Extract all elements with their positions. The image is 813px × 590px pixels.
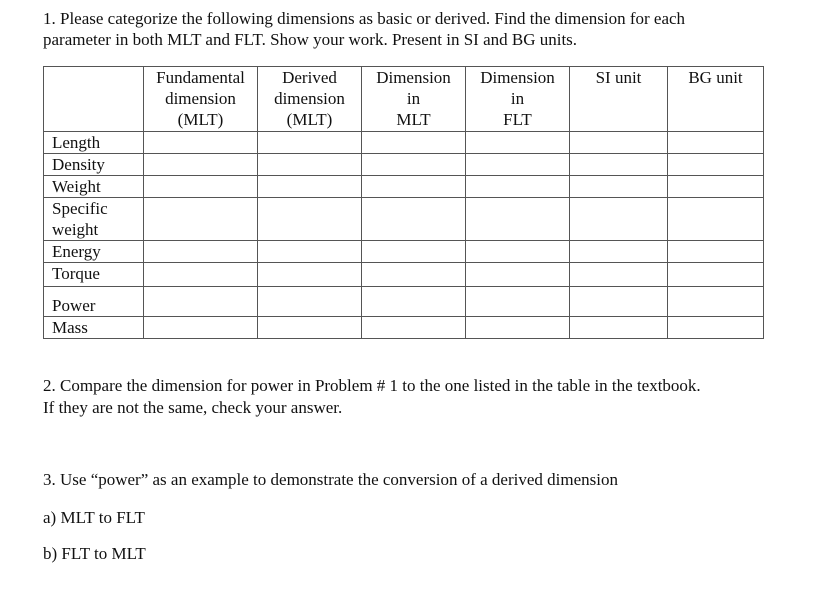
table-cell — [668, 263, 764, 287]
table-cell — [362, 154, 466, 176]
table-cell — [668, 176, 764, 198]
table-header-row — [44, 67, 764, 132]
header-si-unit: SI unit — [570, 67, 668, 132]
table-cell — [466, 198, 570, 241]
table-cell — [258, 132, 362, 154]
table-row — [44, 287, 764, 317]
table-cell — [362, 263, 466, 287]
row-label-mass: Mass — [44, 317, 144, 339]
table-cell — [668, 132, 764, 154]
table-cell — [570, 176, 668, 198]
table-cell — [570, 154, 668, 176]
row-label-energy: Energy — [44, 241, 144, 263]
header-derived-dimension: Derived dimension (MLT) — [258, 67, 362, 132]
table-row — [44, 263, 764, 287]
header-dimension-flt: Dimension in FLT — [466, 67, 570, 132]
table-cell — [362, 132, 466, 154]
question-2-line-2: If they are not the same, check your answer. — [43, 398, 343, 417]
dimensions-table — [43, 66, 764, 339]
table-cell — [570, 317, 668, 339]
table-cell — [144, 132, 258, 154]
table-cell — [466, 176, 570, 198]
table-cell — [668, 241, 764, 263]
row-label-density: Density — [44, 154, 144, 176]
table-cell — [668, 198, 764, 241]
table-cell — [570, 287, 668, 317]
header-corner-cell — [44, 67, 144, 132]
question-3-part-b: b) FLT to MLT — [43, 544, 146, 563]
table-cell — [144, 176, 258, 198]
question-1-line-2: parameter in both MLT and FLT. Show your work. Present in SI and BG units. — [43, 30, 578, 49]
table-cell — [570, 241, 668, 263]
table-row — [44, 176, 764, 198]
table-cell — [144, 241, 258, 263]
table-cell — [466, 317, 570, 339]
table-cell — [258, 176, 362, 198]
table-cell — [144, 263, 258, 287]
row-label-length: Length — [44, 132, 144, 154]
table-cell — [668, 154, 764, 176]
question-1 — [43, 8, 803, 50]
question-1-line-1: 1. Please categorize the following dimensions as basic or derived. Find the dimension for each — [43, 9, 686, 28]
table-cell — [258, 241, 362, 263]
table-row — [44, 241, 764, 263]
table-cell — [144, 198, 258, 241]
table-cell — [144, 287, 258, 317]
table-cell — [466, 132, 570, 154]
table-cell — [362, 198, 466, 241]
table-cell — [570, 132, 668, 154]
table-cell — [466, 263, 570, 287]
row-label-specific-weight: Specific weight — [44, 198, 144, 241]
table-cell — [570, 263, 668, 287]
table-row — [44, 317, 764, 339]
table-cell — [466, 154, 570, 176]
table-cell — [258, 198, 362, 241]
header-fundamental-dimension: Fundamental dimension (MLT) — [144, 67, 258, 132]
table-cell — [258, 263, 362, 287]
table-cell — [258, 317, 362, 339]
table-row — [44, 132, 764, 154]
table-cell — [362, 287, 466, 317]
table-row — [44, 198, 764, 241]
header-bg-unit: BG unit — [668, 67, 764, 132]
table-cell — [362, 317, 466, 339]
row-label-power: Power — [44, 287, 144, 317]
table-cell — [466, 241, 570, 263]
question-3-part-a: a) MLT to FLT — [43, 508, 145, 527]
table-cell — [258, 287, 362, 317]
row-label-torque: Torque — [44, 263, 144, 287]
question-2-line-1: 2. Compare the dimension for power in Problem # 1 to the one listed in the table in the textbook. — [43, 376, 701, 395]
table-cell — [362, 241, 466, 263]
question-3: 3. Use “power” as an example to demonstrate the conversion of a derived dimension — [43, 470, 618, 489]
table-cell — [144, 154, 258, 176]
table-cell — [362, 176, 466, 198]
question-2 — [43, 375, 803, 419]
table-row — [44, 154, 764, 176]
table-cell — [668, 317, 764, 339]
table-cell — [570, 198, 668, 241]
header-dimension-mlt: Dimension in MLT — [362, 67, 466, 132]
row-label-weight: Weight — [44, 176, 144, 198]
table-cell — [144, 317, 258, 339]
table-cell — [466, 287, 570, 317]
table-cell — [258, 154, 362, 176]
table-cell — [668, 287, 764, 317]
